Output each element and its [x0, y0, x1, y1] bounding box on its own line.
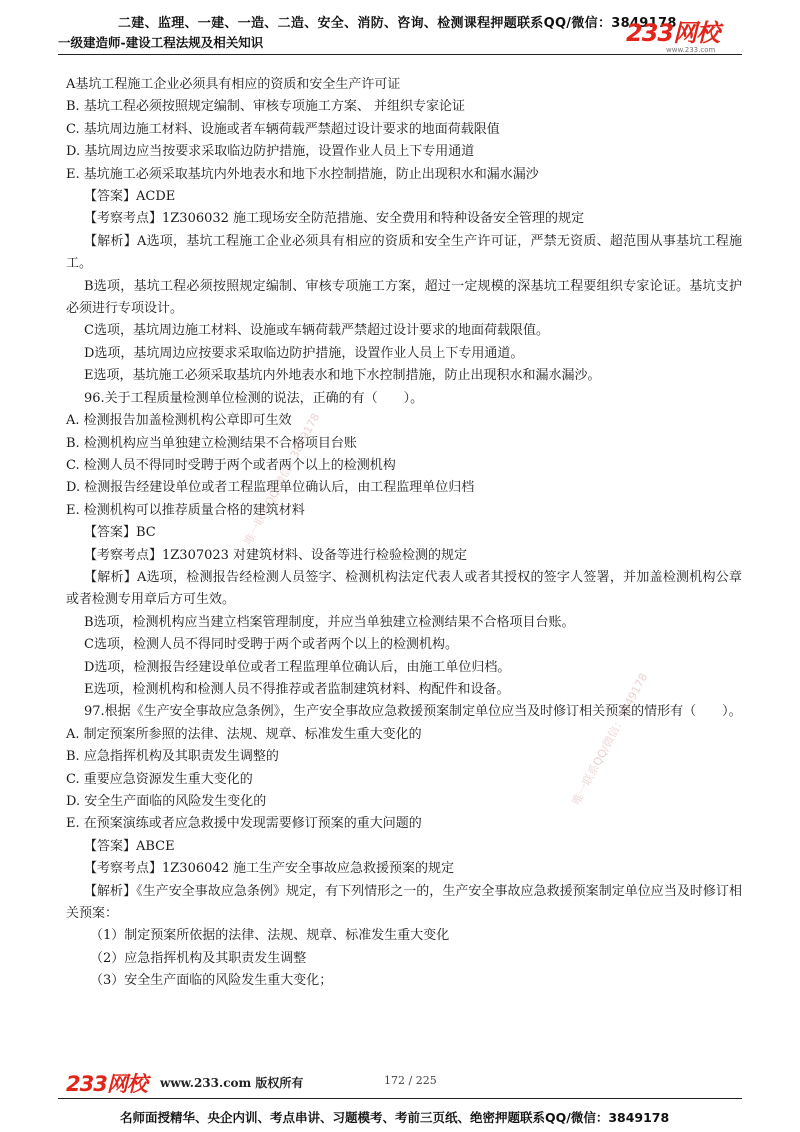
answer-line: 【答案】ACDE	[84, 189, 176, 205]
footer-copyright: www.233.com 版权所有	[160, 1076, 304, 1090]
header-promo-line: 二建、监理、一建、一造、二造、安全、消防、咨询、检测课程押题联系QQ/微信：3849178	[118, 16, 677, 31]
option-line: B. 应急指挥机构及其职责发生调整的	[66, 749, 279, 765]
option-line: B. 检测机构应当单独建立检测结果不合格项目台账	[66, 435, 357, 451]
option-line: A基坑工程施工企业必须具有相应的资质和安全生产许可证	[66, 77, 401, 92]
analysis-paragraph: C选项，检测人员不得同时受聘于两个或者两个以上的检测机构。	[84, 637, 458, 653]
list-item: （2）应急指挥机构及其职责发生调整	[90, 950, 307, 966]
option-line: E. 基坑施工必须采取基坑内外地表水和地下水控制措施，防止出现积水和漏水漏沙	[66, 166, 539, 182]
option-line: D. 安全生产面临的风险发生变化的	[66, 794, 267, 809]
question-stem: 96.关于工程质量检测单位检测的说法，正确的有（ ）。	[84, 390, 424, 406]
watermark-text: 唯一联系QQ/微信：3849178	[569, 671, 651, 808]
analysis-paragraph: E选项，检测机构和检测人员不得推荐或者监制建筑材料、构配件和设备。	[84, 681, 510, 697]
analysis-paragraph: C选项，基坑周边施工材料、设施或车辆荷载严禁超过设计要求的地面荷载限值。	[84, 323, 549, 339]
topic-line: 【考察考点】1Z306042 施工生产安全事故应急救援预案的规定	[84, 861, 455, 877]
question-stem: 97.根据《生产安全事故应急条例》，生产安全事故应急救援预案制定单位应当及时修订相关预案的情形有（ ）。	[84, 704, 742, 720]
page-number: 172 / 225	[384, 1074, 437, 1087]
footer-logo: 233网校	[66, 1072, 147, 1096]
option-line: C. 基坑周边施工材料、设施或者车辆荷载严禁超过设计要求的地面荷载限值	[66, 121, 500, 137]
list-item: （1）制定预案所依据的法律、法规、规章、标准发生重大变化	[90, 928, 450, 944]
option-line: A. 制定预案所参照的法律、法规、规章、标准发生重大变化的	[66, 726, 422, 742]
option-line: C. 检测人员不得同时受聘于两个或者两个以上的检测机构	[66, 457, 396, 473]
brand-logo-domain: www.233.com	[666, 46, 716, 54]
answer-line: 【答案】ABCE	[84, 838, 175, 854]
list-item: （3）安全生产面临的风险发生重大变化；	[90, 973, 333, 989]
analysis-paragraph: E选项，基坑施工必须采取基坑内外地表水和地下水控制措施，防止出现积水和漏水漏沙。	[84, 368, 601, 384]
analysis-paragraph: D选项，检测报告经建设单位或者工程监理单位确认后，由施工单位归档。	[84, 659, 511, 675]
header-divider	[58, 54, 742, 55]
watermark-text: 唯一联系QQ/微信：3849178	[241, 411, 323, 548]
analysis-paragraph: 【解析】A选项，检测报告经检测人员签字、检测机构法定代表人或者其授权的签字人签署，并加盖检测机构公章或者检测专用章后方可生效。	[66, 569, 742, 608]
option-line: C. 重要应急资源发生重大变化的	[66, 771, 253, 787]
header-subject-title: 一级建造师-建设工程法规及相关知识	[58, 35, 264, 50]
answer-line: 【答案】BC	[84, 525, 156, 541]
topic-line: 【考察考点】1Z306032 施工现场安全防范措施、安全费用和特种设备安全管理的规定	[84, 211, 585, 227]
brand-logo-text: 233网校	[626, 19, 720, 47]
option-line: E. 在预案演练或者应急救援中发现需要修订预案的重大问题的	[66, 816, 422, 832]
option-line: A. 检测报告加盖检测机构公章即可生效	[66, 413, 292, 429]
option-line: D. 检测报告经建设单位或者工程监理单位确认后，由工程监理单位归档	[66, 480, 475, 496]
option-line: E. 检测机构可以推荐质量合格的建筑材料	[66, 502, 305, 518]
analysis-paragraph: B选项，检测机构应当建立档案管理制度，并应当单独建立检测结果不合格项目台账。	[84, 614, 575, 630]
topic-line: 【考察考点】1Z307023 对建筑材料、设备等进行检验检测的规定	[84, 547, 468, 563]
option-line: D. 基坑周边应当按要求采取临边防护措施，设置作业人员上下专用通道	[66, 144, 475, 160]
footer-promo-line: 名师面授精华、央企内训、考点串讲、习题模考、考前三页纸、绝密押题联系QQ/微信：3849178	[120, 1110, 670, 1125]
page-footer	[0, 1064, 800, 1132]
footer-divider	[58, 1098, 742, 1099]
option-line: B. 基坑工程必须按照规定编制、审核专项施工方案、 并组织专家论证	[66, 99, 465, 115]
analysis-paragraph: 【解析】《生产安全事故应急条例》规定，有下列情形之一的，生产安全事故应急救援预案制定单位应当及时修订相关预案：	[66, 883, 742, 922]
page-header	[0, 0, 800, 60]
analysis-paragraph: D选项，基坑周边应按要求采取临边防护措施，设置作业人员上下专用通道。	[84, 345, 524, 361]
analysis-paragraph: B选项，基坑工程必须按照规定编制、审核专项施工方案，超过一定规模的深基坑工程要组织专家论证。基坑支护必须进行专项设计。	[66, 278, 742, 317]
analysis-paragraph: 【解析】A选项，基坑工程施工企业必须具有相应的资质和安全生产许可证，严禁无资质、超范围从事基坑工程施工。	[66, 233, 742, 272]
document-body	[66, 74, 742, 993]
brand-logo	[626, 20, 738, 56]
